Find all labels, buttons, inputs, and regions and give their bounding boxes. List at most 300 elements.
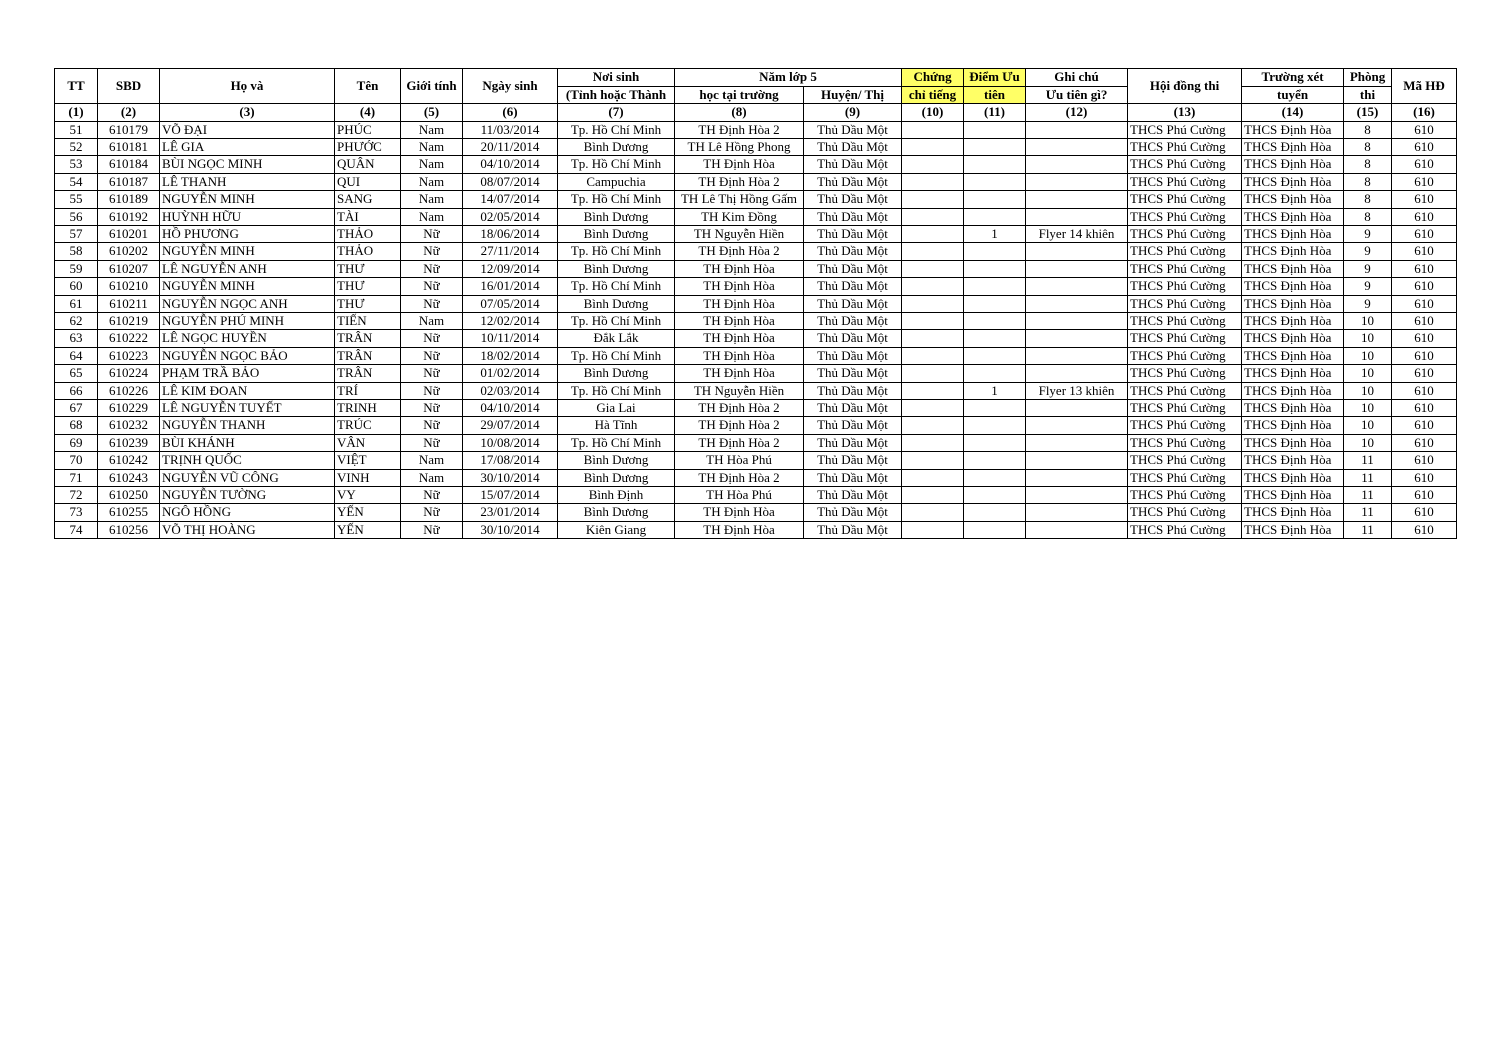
cell-noi-sinh: Tp. Hồ Chí Minh [558,347,675,364]
cell-diem-uu-tien [964,469,1026,486]
cell-sbd: 610211 [98,295,160,312]
table-row [55,452,1457,469]
cell-huyen-thi: Thủ Dầu Một [804,191,902,208]
cell-tt: 57 [55,225,98,242]
cell-sbd: 610192 [98,208,160,225]
table-row [55,469,1457,486]
column-number: (4) [335,104,401,122]
cell-ghi-chu [1026,400,1128,417]
cell-ghi-chu [1026,487,1128,504]
cell-ngay-sinh: 10/11/2014 [463,330,558,347]
cell-sbd: 610229 [98,400,160,417]
table-row [55,208,1457,225]
cell-phong-thi: 8 [1344,138,1392,155]
cell-gioi-tinh: Nữ [401,504,463,521]
cell-phong-thi: 9 [1344,225,1392,242]
cell-noi-sinh: Tp. Hồ Chí Minh [558,243,675,260]
table-row [55,312,1457,329]
column-number: (3) [160,104,335,122]
cell-ghi-chu [1026,365,1128,382]
table-header [55,69,1457,122]
cell-ngay-sinh: 16/01/2014 [463,278,558,295]
cell-hoi-dong-thi: THCS Phú Cường [1128,521,1242,538]
cell-tt: 72 [55,487,98,504]
cell-ho-va: NGUYỄN MINH [160,278,335,295]
cell-ten: PHÚC [335,121,401,138]
cell-tt: 51 [55,121,98,138]
header-gioi-tinh: Giới tính [401,69,463,104]
table-row [55,365,1457,382]
cell-phong-thi: 10 [1344,417,1392,434]
cell-ma-hd: 610 [1392,243,1457,260]
student-list-sheet [54,68,1457,539]
cell-ho-va: PHẠM TRẦ BẢO [160,365,335,382]
cell-sbd: 610256 [98,521,160,538]
cell-ghi-chu: Flyer 14 khiên [1026,225,1128,242]
cell-truong-xet-tuyen: THCS Định Hòa [1242,400,1344,417]
cell-phong-thi: 11 [1344,504,1392,521]
cell-sbd: 610250 [98,487,160,504]
cell-ghi-chu [1026,521,1128,538]
cell-gioi-tinh: Nữ [401,417,463,434]
cell-diem-uu-tien [964,295,1026,312]
cell-phong-thi: 11 [1344,452,1392,469]
cell-ten: PHƯỚC [335,138,401,155]
cell-ghi-chu [1026,278,1128,295]
table-row [55,191,1457,208]
cell-ngay-sinh: 04/10/2014 [463,156,558,173]
cell-truong-xet-tuyen: THCS Định Hòa [1242,278,1344,295]
cell-ma-hd: 610 [1392,225,1457,242]
cell-phong-thi: 10 [1344,400,1392,417]
cell-ten: VINH [335,469,401,486]
cell-huyen-thi: Thủ Dầu Một [804,417,902,434]
cell-huyen-thi: Thủ Dầu Một [804,173,902,190]
cell-huyen-thi: Thủ Dầu Một [804,521,902,538]
cell-sbd: 610181 [98,138,160,155]
header-ghi-chu-line2: Ưu tiên gì? [1026,86,1128,104]
cell-ghi-chu [1026,173,1128,190]
cell-diem-uu-tien [964,434,1026,451]
cell-ho-va: VÕ ĐẠI [160,121,335,138]
cell-phong-thi: 11 [1344,487,1392,504]
cell-tt: 63 [55,330,98,347]
cell-ghi-chu [1026,138,1128,155]
cell-ngay-sinh: 29/07/2014 [463,417,558,434]
cell-hoc-tai-truong: TH Định Hòa [675,365,804,382]
cell-hoc-tai-truong: TH Định Hòa [675,260,804,277]
cell-hoi-dong-thi: THCS Phú Cường [1128,191,1242,208]
cell-ghi-chu [1026,156,1128,173]
cell-tt: 52 [55,138,98,155]
cell-gioi-tinh: Nữ [401,243,463,260]
cell-ghi-chu [1026,208,1128,225]
header-ten: Tên [335,69,401,104]
cell-diem-uu-tien [964,138,1026,155]
cell-truong-xet-tuyen: THCS Định Hòa [1242,173,1344,190]
cell-hoc-tai-truong: TH Định Hòa 2 [675,417,804,434]
cell-diem-uu-tien [964,191,1026,208]
cell-sbd: 610179 [98,121,160,138]
cell-hoi-dong-thi: THCS Phú Cường [1128,278,1242,295]
cell-ten: TRÍ [335,382,401,399]
cell-hoi-dong-thi: THCS Phú Cường [1128,225,1242,242]
header-ngay-sinh: Ngày sinh [463,69,558,104]
cell-chung-chi [902,330,964,347]
cell-gioi-tinh: Nữ [401,400,463,417]
cell-noi-sinh: Bình Dương [558,208,675,225]
table-body [55,121,1457,539]
cell-ghi-chu [1026,434,1128,451]
header-diem-uu-tien-line2: tiên [964,86,1026,104]
cell-noi-sinh: Bình Dương [558,504,675,521]
cell-truong-xet-tuyen: THCS Định Hòa [1242,138,1344,155]
cell-ghi-chu [1026,121,1128,138]
cell-chung-chi [902,225,964,242]
cell-ho-va: BÙI NGỌC MINH [160,156,335,173]
column-number: (1) [55,104,98,122]
cell-huyen-thi: Thủ Dầu Một [804,469,902,486]
cell-gioi-tinh: Nữ [401,382,463,399]
cell-ho-va: HỒ PHƯƠNG [160,225,335,242]
cell-ho-va: NGUYỄN VŨ CÔNG [160,469,335,486]
cell-hoi-dong-thi: THCS Phú Cường [1128,121,1242,138]
table-row [55,487,1457,504]
cell-sbd: 610239 [98,434,160,451]
header-truong-xet-line1: Trường xét [1242,69,1344,87]
cell-gioi-tinh: Nam [401,312,463,329]
cell-truong-xet-tuyen: THCS Định Hòa [1242,312,1344,329]
cell-chung-chi [902,260,964,277]
cell-hoc-tai-truong: TH Định Hòa 2 [675,243,804,260]
cell-ma-hd: 610 [1392,138,1457,155]
cell-ma-hd: 610 [1392,312,1457,329]
table-row [55,243,1457,260]
cell-hoc-tai-truong: TH Nguyễn Hiền [675,382,804,399]
cell-gioi-tinh: Nam [401,191,463,208]
cell-noi-sinh: Bình Dương [558,225,675,242]
cell-hoi-dong-thi: THCS Phú Cường [1128,156,1242,173]
cell-ngay-sinh: 01/02/2014 [463,365,558,382]
cell-hoc-tai-truong: TH Hòa Phú [675,487,804,504]
cell-noi-sinh: Gia Lai [558,400,675,417]
cell-ghi-chu [1026,469,1128,486]
header-tt: TT [55,69,98,104]
table-row [55,434,1457,451]
cell-gioi-tinh: Nam [401,156,463,173]
header-noi-sinh-line1: Nơi sinh [592,69,640,85]
cell-ma-hd: 610 [1392,365,1457,382]
cell-tt: 74 [55,521,98,538]
cell-diem-uu-tien [964,121,1026,138]
cell-hoi-dong-thi: THCS Phú Cường [1128,417,1242,434]
cell-ngay-sinh: 11/03/2014 [463,121,558,138]
cell-chung-chi [902,243,964,260]
cell-hoc-tai-truong: TH Hòa Phú [675,452,804,469]
cell-sbd: 610232 [98,417,160,434]
cell-ten: YẾN [335,504,401,521]
cell-tt: 71 [55,469,98,486]
cell-hoc-tai-truong: TH Định Hòa [675,330,804,347]
cell-ho-va: LÊ THANH [160,173,335,190]
table-row [55,173,1457,190]
cell-diem-uu-tien [964,312,1026,329]
cell-ghi-chu [1026,452,1128,469]
cell-tt: 56 [55,208,98,225]
cell-ghi-chu [1026,191,1128,208]
cell-ma-hd: 610 [1392,121,1457,138]
header-hoc-tai-truong: học tại trường [675,86,804,104]
cell-huyen-thi: Thủ Dầu Một [804,487,902,504]
column-number-row [55,104,1457,122]
cell-sbd: 610210 [98,278,160,295]
cell-phong-thi: 8 [1344,173,1392,190]
cell-hoi-dong-thi: THCS Phú Cường [1128,295,1242,312]
cell-noi-sinh: Tp. Hồ Chí Minh [558,382,675,399]
cell-ngay-sinh: 07/05/2014 [463,295,558,312]
cell-ten: SANG [335,191,401,208]
cell-ten: TIẾN [335,312,401,329]
cell-chung-chi [902,121,964,138]
cell-hoi-dong-thi: THCS Phú Cường [1128,330,1242,347]
header-ma-hd: Mã HĐ [1392,69,1457,104]
cell-hoc-tai-truong: TH Định Hòa [675,504,804,521]
cell-diem-uu-tien [964,487,1026,504]
cell-ho-va: NGUYỄN PHÚ MINH [160,312,335,329]
table-row [55,400,1457,417]
cell-hoi-dong-thi: THCS Phú Cường [1128,347,1242,364]
cell-hoc-tai-truong: TH Nguyễn Hiền [675,225,804,242]
cell-phong-thi: 8 [1344,121,1392,138]
cell-ma-hd: 610 [1392,330,1457,347]
cell-ngay-sinh: 14/07/2014 [463,191,558,208]
cell-huyen-thi: Thủ Dầu Một [804,278,902,295]
cell-sbd: 610226 [98,382,160,399]
cell-ho-va: BÙI KHÁNH [160,434,335,451]
cell-ho-va: LÊ GIA [160,138,335,155]
cell-sbd: 610242 [98,452,160,469]
cell-hoi-dong-thi: THCS Phú Cường [1128,487,1242,504]
cell-truong-xet-tuyen: THCS Định Hòa [1242,417,1344,434]
cell-chung-chi [902,417,964,434]
header-ho-va: Họ và [160,69,335,104]
cell-phong-thi: 9 [1344,260,1392,277]
cell-truong-xet-tuyen: THCS Định Hòa [1242,208,1344,225]
cell-huyen-thi: Thủ Dầu Một [804,365,902,382]
column-number: (7) [558,104,675,122]
cell-ma-hd: 610 [1392,173,1457,190]
cell-tt: 70 [55,452,98,469]
cell-diem-uu-tien [964,400,1026,417]
cell-tt: 64 [55,347,98,364]
cell-ngay-sinh: 18/02/2014 [463,347,558,364]
cell-gioi-tinh: Nam [401,121,463,138]
cell-ghi-chu [1026,260,1128,277]
cell-hoi-dong-thi: THCS Phú Cường [1128,312,1242,329]
cell-gioi-tinh: Nữ [401,260,463,277]
cell-truong-xet-tuyen: THCS Định Hòa [1242,191,1344,208]
cell-huyen-thi: Thủ Dầu Một [804,138,902,155]
cell-ma-hd: 610 [1392,191,1457,208]
header-hoi-dong-thi: Hội đồng thi [1128,69,1242,104]
cell-diem-uu-tien [964,243,1026,260]
cell-diem-uu-tien [964,347,1026,364]
cell-phong-thi: 10 [1344,365,1392,382]
cell-sbd: 610224 [98,365,160,382]
cell-ngay-sinh: 23/01/2014 [463,504,558,521]
cell-chung-chi [902,504,964,521]
table-row [55,347,1457,364]
cell-tt: 59 [55,260,98,277]
cell-diem-uu-tien [964,208,1026,225]
cell-ma-hd: 610 [1392,260,1457,277]
cell-huyen-thi: Thủ Dầu Một [804,312,902,329]
cell-tt: 66 [55,382,98,399]
cell-noi-sinh: Tp. Hồ Chí Minh [558,191,675,208]
cell-ngay-sinh: 17/08/2014 [463,452,558,469]
header-truong-xet-line2: tuyển [1242,86,1344,104]
cell-phong-thi: 9 [1344,243,1392,260]
cell-hoc-tai-truong: TH Định Hòa [675,312,804,329]
cell-ho-va: NGUYỄN TƯỜNG [160,487,335,504]
header-chung-chi-line1: Chứng [902,69,964,87]
cell-chung-chi [902,208,964,225]
cell-ho-va: NGÔ HỒNG [160,504,335,521]
cell-noi-sinh: Tp. Hồ Chí Minh [558,156,675,173]
header-noi-sinh [558,69,675,87]
cell-gioi-tinh: Nữ [401,487,463,504]
header-chung-chi-line2: chỉ tiếng [902,86,964,104]
cell-tt: 54 [55,173,98,190]
cell-hoi-dong-thi: THCS Phú Cường [1128,382,1242,399]
cell-sbd: 610184 [98,156,160,173]
cell-phong-thi: 11 [1344,521,1392,538]
cell-huyen-thi: Thủ Dầu Một [804,400,902,417]
cell-chung-chi [902,400,964,417]
cell-ghi-chu [1026,330,1128,347]
cell-ma-hd: 610 [1392,400,1457,417]
cell-gioi-tinh: Nữ [401,347,463,364]
cell-ten: QUÂN [335,156,401,173]
cell-hoi-dong-thi: THCS Phú Cường [1128,504,1242,521]
cell-truong-xet-tuyen: THCS Định Hòa [1242,295,1344,312]
cell-chung-chi [902,452,964,469]
column-number: (10) [902,104,964,122]
header-nam-lop5: Năm lớp 5 [675,69,902,87]
cell-sbd: 610187 [98,173,160,190]
cell-tt: 65 [55,365,98,382]
cell-hoc-tai-truong: TH Định Hòa 2 [675,434,804,451]
cell-gioi-tinh: Nam [401,208,463,225]
cell-phong-thi: 11 [1344,469,1392,486]
cell-sbd: 610207 [98,260,160,277]
cell-ma-hd: 610 [1392,156,1457,173]
cell-ghi-chu [1026,312,1128,329]
cell-huyen-thi: Thủ Dầu Một [804,330,902,347]
cell-ngay-sinh: 10/08/2014 [463,434,558,451]
cell-ghi-chu: Flyer 13 khiên [1026,382,1128,399]
cell-chung-chi [902,365,964,382]
header-noi-sinh-line2: (Tỉnh hoặc Thành [558,86,675,104]
cell-chung-chi [902,191,964,208]
cell-gioi-tinh: Nữ [401,295,463,312]
cell-truong-xet-tuyen: THCS Định Hòa [1242,487,1344,504]
cell-ten: TRÂN [335,365,401,382]
cell-huyen-thi: Thủ Dầu Một [804,225,902,242]
cell-ho-va: NGUYỄN NGỌC ANH [160,295,335,312]
cell-phong-thi: 9 [1344,295,1392,312]
table-row [55,417,1457,434]
cell-hoc-tai-truong: TH Định Hòa 2 [675,173,804,190]
table-row [55,295,1457,312]
cell-ma-hd: 610 [1392,521,1457,538]
header-diem-uu-tien-line1: Điểm Ưu [964,69,1026,87]
cell-ngay-sinh: 20/11/2014 [463,138,558,155]
cell-ten: QUI [335,173,401,190]
cell-ho-va: NGUYỄN THANH [160,417,335,434]
cell-ho-va: TRỊNH QUỐC [160,452,335,469]
cell-tt: 61 [55,295,98,312]
cell-ma-hd: 610 [1392,347,1457,364]
cell-ten: TRINH [335,400,401,417]
cell-huyen-thi: Thủ Dầu Một [804,382,902,399]
cell-ngay-sinh: 12/09/2014 [463,260,558,277]
cell-huyen-thi: Thủ Dầu Một [804,208,902,225]
cell-gioi-tinh: Nam [401,173,463,190]
cell-hoi-dong-thi: THCS Phú Cường [1128,243,1242,260]
cell-ngay-sinh: 02/03/2014 [463,382,558,399]
header-phong-thi-line1: Phòng [1344,69,1392,87]
cell-diem-uu-tien [964,156,1026,173]
cell-hoc-tai-truong: TH Định Hòa [675,347,804,364]
cell-chung-chi [902,278,964,295]
cell-hoi-dong-thi: THCS Phú Cường [1128,260,1242,277]
header-sbd: SBD [98,69,160,104]
column-number: (15) [1344,104,1392,122]
cell-ten: TÀI [335,208,401,225]
cell-chung-chi [902,138,964,155]
cell-tt: 67 [55,400,98,417]
cell-tt: 68 [55,417,98,434]
cell-hoc-tai-truong: TH Định Hòa 2 [675,400,804,417]
cell-noi-sinh: Tp. Hồ Chí Minh [558,121,675,138]
cell-tt: 73 [55,504,98,521]
cell-noi-sinh: Tp. Hồ Chí Minh [558,278,675,295]
cell-tt: 53 [55,156,98,173]
cell-gioi-tinh: Nam [401,452,463,469]
cell-truong-xet-tuyen: THCS Định Hòa [1242,156,1344,173]
cell-noi-sinh: Bình Dương [558,138,675,155]
cell-ho-va: NGUYỄN MINH [160,191,335,208]
header-phong-thi-line2: thi [1344,86,1392,104]
cell-sbd: 610219 [98,312,160,329]
cell-phong-thi: 9 [1344,278,1392,295]
cell-ngay-sinh: 12/02/2014 [463,312,558,329]
cell-diem-uu-tien [964,330,1026,347]
cell-noi-sinh: Bình Dương [558,469,675,486]
cell-hoc-tai-truong: TH Kim Đồng [675,208,804,225]
cell-sbd: 610202 [98,243,160,260]
cell-gioi-tinh: Nam [401,138,463,155]
cell-truong-xet-tuyen: THCS Định Hòa [1242,469,1344,486]
cell-chung-chi [902,382,964,399]
cell-truong-xet-tuyen: THCS Định Hòa [1242,121,1344,138]
cell-truong-xet-tuyen: THCS Định Hòa [1242,504,1344,521]
cell-tt: 62 [55,312,98,329]
cell-diem-uu-tien [964,365,1026,382]
cell-tt: 55 [55,191,98,208]
cell-ghi-chu [1026,243,1128,260]
